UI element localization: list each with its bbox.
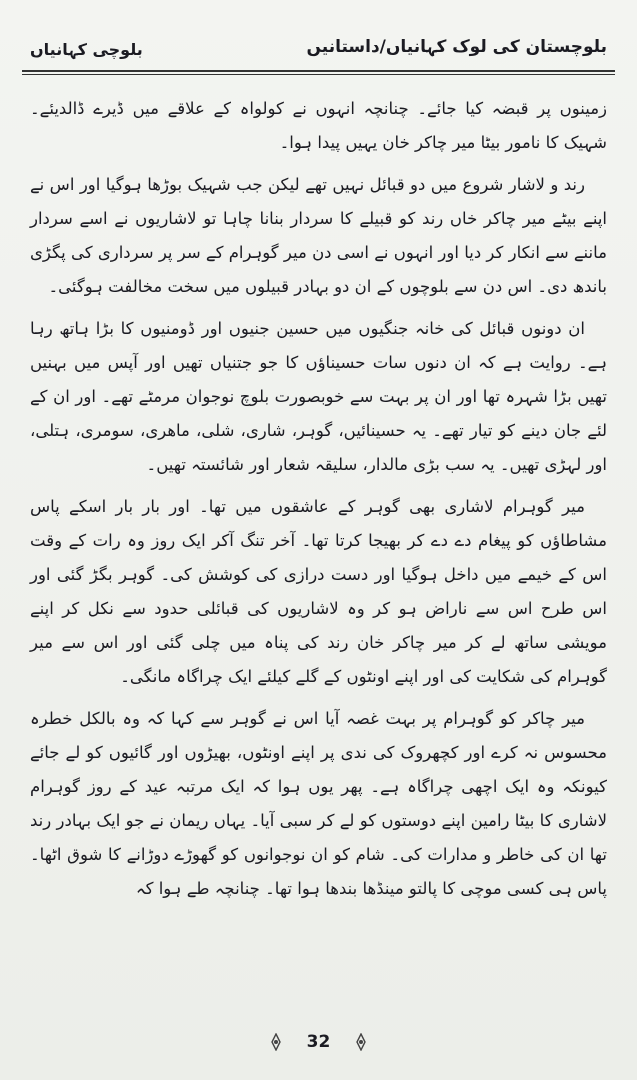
paragraph: میر گوہرام لاشاری بھی گوہر کے عاشقوں میں تھا۔ اور بار بار اسکے پاس مشاطاؤں کو پیغام دے دے کر بھیجا کرتا تھا۔ آخر تنگ آکر ایک روز وہ رات کے وقت اس کے خیمے میں داخل ہوگیا اور دست درازی کی کوشش کی۔ گوہر بگڑ گئی اور اس طرح اس سے ناراض ہو کر وہ لاشاریوں کی قبائلی حدود سے نکل کر اپنے مویشی ساتھ لے کر میر چاکر خان رند کی پناہ میں چلی گئی اور اس سے میر گوہرام کی شکایت کی اور اپنے اونٹوں کے گلے کیلئے ایک چراگاہ مانگی۔: [30, 497, 607, 686]
paragraph: میر چاکر کو گوہرام پر بہت غصہ آیا اس نے گوہر سے کہا کہ وہ بالکل خطرہ محسوس نہ کرے اور کچھروک کی ندی پر اپنے اونٹوں، بھیڑوں اور گائیوں کو لے جائے کیونکہ وہ ایک اچھی چراگاہ ہے۔ پھر یوں ہوا کہ ایک مرتبہ عید کے روز گوہرام لاشاری کا بیٹا رامین اپنے دوستوں کو لے کر سبی آیا۔ یہاں ریمان نے جو ایک بہادر رند تھا ان کی خاطر و مدارات کی۔ شام کو ان نوجوانوں کو گھوڑے دوڑانے کا شوق اٹھا۔ پاس ہی کسی موچی کا پالتو مینڈھا بندھا ہوا تھا۔ چنانچہ طے ہوا کہ: [30, 709, 607, 898]
paragraph: ان دونوں قبائل کی خانہ جنگیوں میں حسین جنیوں اور ڈومنیوں کا بڑا ہاتھ رہا ہے۔ روایت ہے کہ ان دنوں سات حسیناؤں کا جو جتنیاں تھیں اور آپس میں بہنیں تھیں بڑا شہرہ تھا اور ان پر بہت سے خوبصورت بلوچ نوجوان مرمٹے تھے۔ اور ان کے لئے جان دینے کو تیار تھے۔ یہ حسینائیں، گوہر، شاری، شلی، ماھری، سومری، ہتلی، اور لہڑی تھیں۔ یہ سب بڑی مالدار، سلیقہ شعار اور شائستہ تھیں۔: [30, 319, 607, 474]
page-number: 32: [306, 1032, 331, 1052]
ornament-right-icon: [352, 1033, 370, 1051]
page-footer: [0, 1024, 637, 1060]
header-title: بلوچستان کی لوک کہانیاں/داستانیں: [306, 37, 607, 57]
paragraph: زمینوں پر قبضہ کیا جائے۔ چنانچہ انہوں نے کولواہ کے علاقے میں ڈیرے ڈالدیئے۔ شہیک کا نامور بیٹا میر چاکر خان یہیں پیدا ہوا۔: [30, 99, 607, 152]
body-text: [30, 92, 607, 914]
header-rule: [22, 70, 615, 72]
header-subtitle: بلوچی کہانیاں: [30, 40, 143, 59]
ornament-left-icon: [267, 1033, 285, 1051]
paragraph: رند و لاشار شروع میں دو قبائل نہیں تھے لیکن جب شہیک بوڑھا ہوگیا اور اس نے اپنے بیٹے میر چاکر خاں رند کو قبیلے کا سردار بنانا چاہا تو لاشاریوں نے اسے سردار ماننے سے انکار کر دیا اور انہوں نے اسی دن میر گوہرام کے سر پر سرداری کی پگڑی باندھ دی۔ اس دن سے بلوچوں کے ان دو بہادر قبیلوں میں سخت مخالفت ہوگئی۔: [30, 175, 607, 296]
header-rule-thin: [22, 74, 615, 75]
running-header: [22, 36, 615, 70]
